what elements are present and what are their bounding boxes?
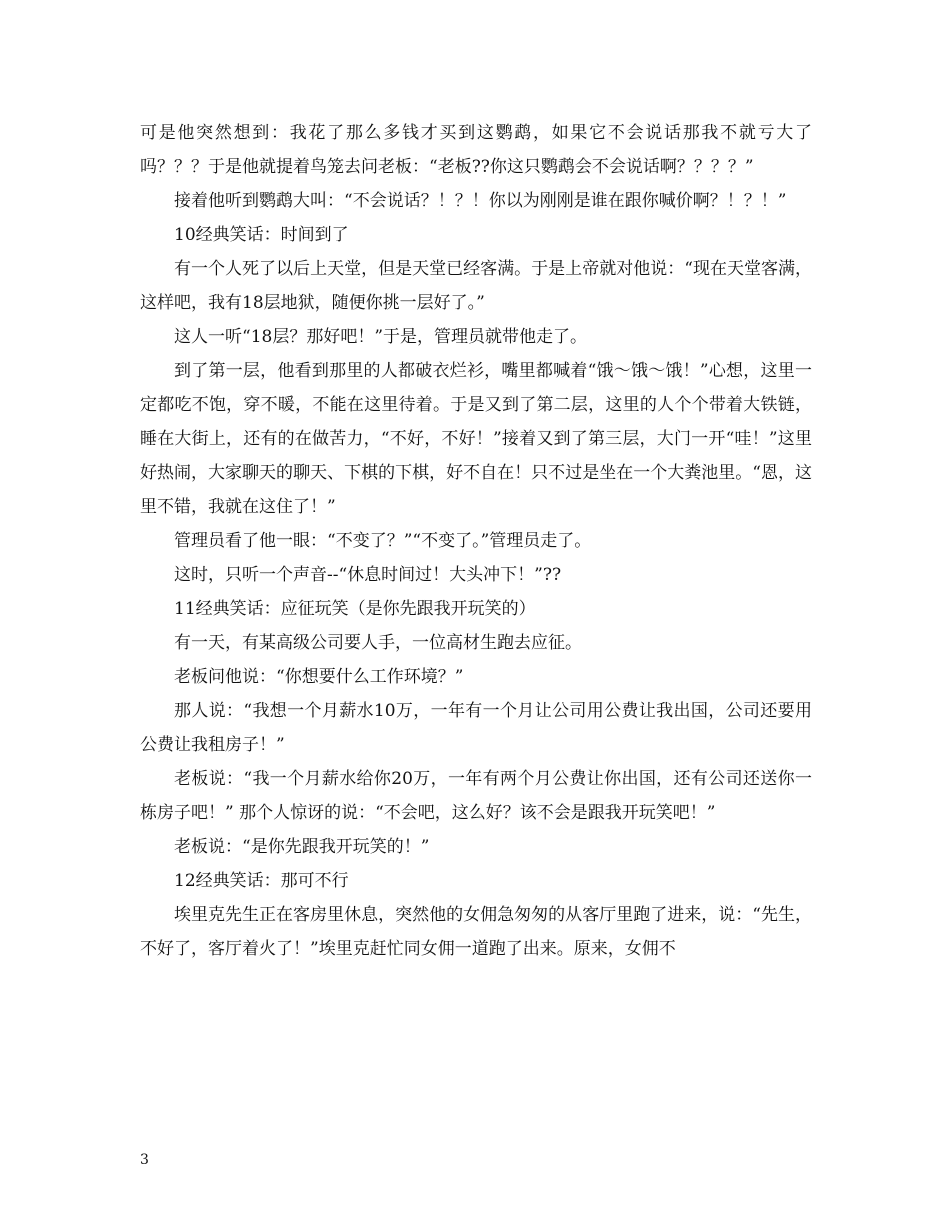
paragraph: 有一天，有某高级公司要人手，一位高材生跑去应征。: [174, 633, 582, 653]
paragraph: 有一个人死了以后上天堂，但是天堂已经客满。于是上帝就对他说：“现在天堂客满，这样吧，我有18层地狱，随便你挑一层好了。”: [140, 259, 812, 313]
paragraph: 管理员看了他一眼：“不变了？”“不变了。”管理员走了。: [174, 531, 592, 551]
section-heading: 12经典笑话：那可不行: [174, 871, 349, 891]
paragraph: 这时，只听一个声音--“休息时间过！大头冲下！”??: [174, 565, 562, 585]
paragraph: 老板问他说：“你想要什么工作环境？”: [174, 667, 464, 687]
paragraph: 埃里克先生正在客房里休息，突然他的女佣急匆匆的从客厅里跑了进来，说：“先生，不好了，客厅着火了！”埃里克赶忙同女佣一道跑了出来。原来，女佣不: [140, 905, 812, 959]
paragraph: 可是他突然想到：我花了那么多钱才买到这鹦鹉，如果它不会说话那我不就亏大了吗？？？于是他就提着鸟笼去问老板：“老板??你这只鹦鹉会不会说话啊？？？？”: [140, 123, 812, 177]
page-number: 3: [140, 1152, 149, 1168]
paragraph: 那人说：“我想一个月薪水10万，一年有一个月让公司用公费让我出国，公司还要用公费让我租房子！”: [140, 701, 812, 755]
document-body: [140, 116, 812, 966]
paragraph: 老板说：“我一个月薪水给你20万，一年有两个月公费让你出国，还有公司还送你一栋房子吧！” 那个人惊讶的说：“不会吧，这么好？该不会是跟我开玩笑吧！”: [140, 769, 812, 823]
paragraph: 这人一听“18层？那好吧！”于是，管理员就带他走了。: [174, 327, 588, 347]
paragraph: 到了第一层，他看到那里的人都破衣烂衫，嘴里都喊着“饿～饿～饿！”心想，这里一定都吃不饱，穿不暖，不能在这里待着。于是又到了第二层，这里的人个个带着大铁链，睡在大街上，还有的在做苦力，“不好，不好！”接着又到了第三层，大门一开“哇！”这里好热闹，大家聊天的聊天、下棋的下棋，好不自在！只不过是坐在一个大粪池里。“恩，这里不错，我就在这住了！”: [140, 361, 812, 517]
paragraph: 接着他听到鹦鹉大叫：“不会说话？！？！你以为刚刚是谁在跟你喊价啊？！？！”: [174, 191, 787, 211]
section-heading: 11经典笑话：应征玩笑（是你先跟我开玩笑的）: [174, 599, 536, 619]
paragraph: 老板说：“是你先跟我开玩笑的！”: [174, 837, 430, 857]
section-heading: 10经典笑话：时间到了: [174, 225, 349, 245]
